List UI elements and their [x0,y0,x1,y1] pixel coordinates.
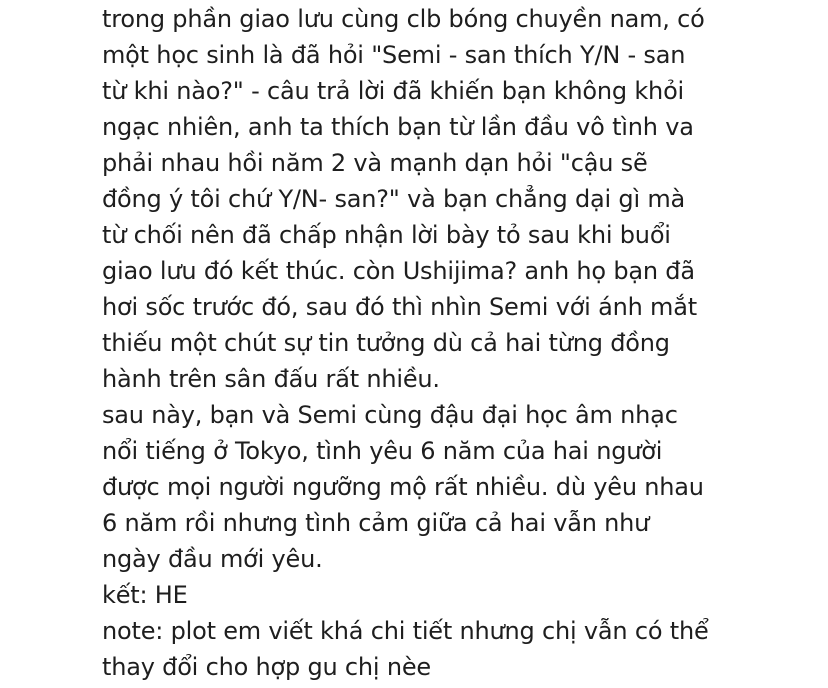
text-line: thiếu một chút sự tin tưởng dù cả hai từng đồng [102,329,670,357]
story-text [102,1,802,685]
text-line: hành trên sân đấu rất nhiều. [102,365,440,393]
text-line: nổi tiếng ở Tokyo, tình yêu 6 năm của hai người [102,437,663,465]
text-line: trong phần giao lưu cùng clb bóng chuyền nam, có [102,5,705,33]
text-line: từ chối nên đã chấp nhận lời bày tỏ sau khi buổi [102,221,671,249]
text-line: một học sinh là đã hỏi "Semi - san thích Y/N - san [102,41,686,69]
text-line: từ khi nào?" - câu trả lời đã khiến bạn không khỏi [102,77,685,105]
text-line: thay đổi cho hợp gu chị nèe [102,653,431,681]
text-line: ngày đầu mới yêu. [102,545,323,573]
text-line: phải nhau hồi năm 2 và mạnh dạn hỏi "cậu sẽ [102,149,648,177]
text-line: note: plot em viết khá chi tiết nhưng chị vẫn có thể [102,617,709,645]
text-line: kết: HE [102,581,188,609]
text-line: được mọi người ngưỡng mộ rất nhiều. dù yêu nhau [102,473,704,501]
text-line: hơi sốc trước đó, sau đó thì nhìn Semi với ánh mắt [102,293,697,321]
text-line: 6 năm rồi nhưng tình cảm giữa cả hai vẫn như [102,509,650,537]
reader-page [102,0,802,688]
text-line: ngạc nhiên, anh ta thích bạn từ lần đầu vô tình va [102,113,694,141]
text-line: đồng ý tôi chứ Y/N- san?" và bạn chẳng dại gì mà [102,185,686,213]
text-line: sau này, bạn và Semi cùng đậu đại học âm nhạc [102,401,678,429]
text-line: giao lưu đó kết thúc. còn Ushijima? anh họ bạn đã [102,257,695,285]
